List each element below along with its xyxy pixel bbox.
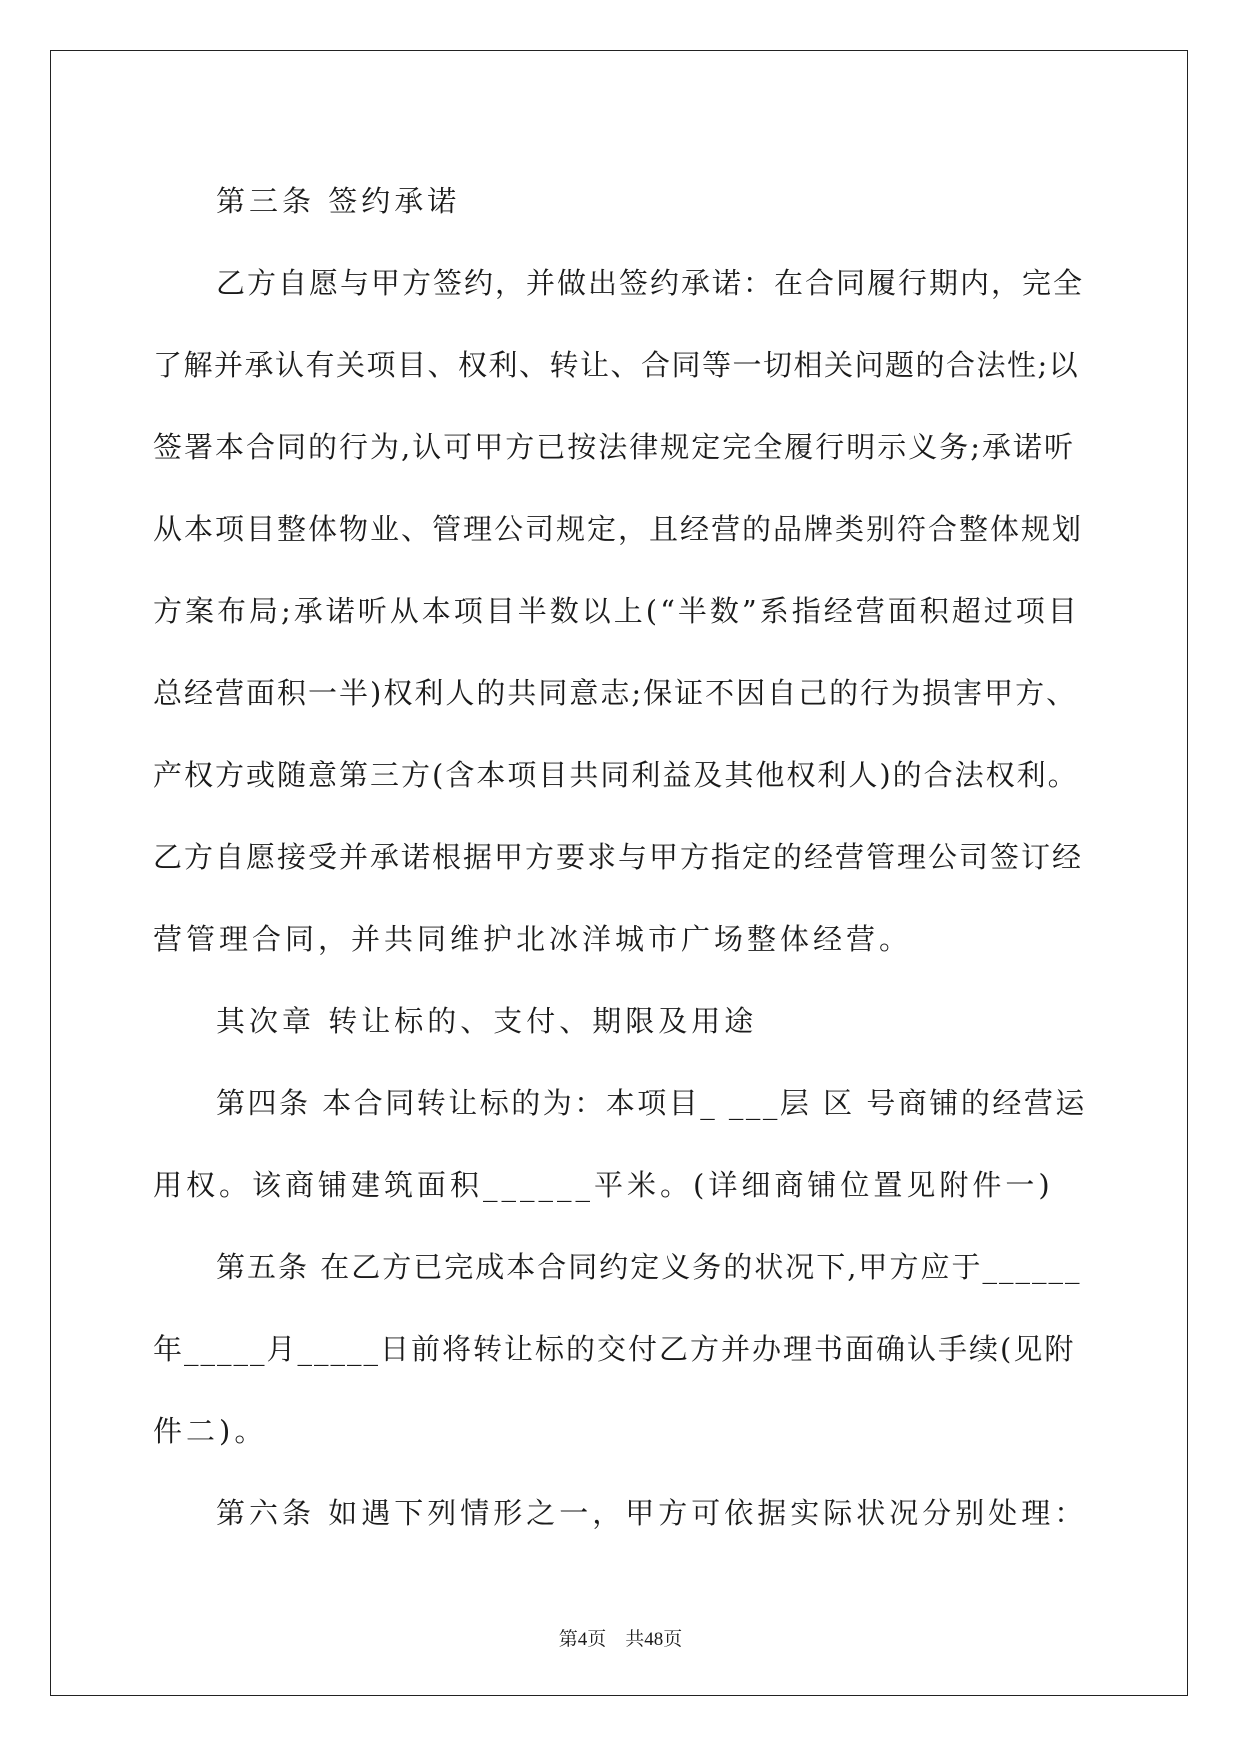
paragraph-line: 乙方自愿与甲方签约，并做出签约承诺：在合同履行期内，完全 xyxy=(216,266,1085,300)
paragraph-line: 方案布局;承诺听从本项目半数以上(“半数”系指经营面积超过项目 xyxy=(153,594,1080,628)
paragraph-line: 从本项目整体物业、管理公司规定，且经营的品牌类别符合整体规划 xyxy=(153,512,1084,546)
paragraph-line: 乙方自愿接受并承诺根据甲方要求与甲方指定的经营管理公司签订经 xyxy=(153,840,1084,874)
article-heading: 第三条 签约承诺 xyxy=(216,184,461,218)
paragraph-line: 件二)。 xyxy=(153,1414,268,1448)
paragraph-line: 第六条 如遇下列情形之一，甲方可依据实际状况分别处理： xyxy=(216,1496,1088,1530)
paragraph-line: 年_____月_____日前将转让标的交付乙方并办理书面确认手续(见附 xyxy=(153,1332,1076,1366)
paragraph-line: 总经营面积一半)权利人的共同意志;保证不因自己的行为损害甲方、 xyxy=(153,676,1078,710)
paragraph-line: 第五条 在乙方已完成本合同约定义务的状况下,甲方应于______ xyxy=(216,1250,1082,1284)
chapter-heading: 其次章 转让标的、支付、期限及用途 xyxy=(216,1004,758,1038)
paragraph-line: 签署本合同的行为,认可甲方已按法律规定完全履行明示义务;承诺听 xyxy=(153,430,1075,464)
document-body xyxy=(153,160,1088,1554)
paragraph-line: 了解并承认有关项目、权利、转让、合同等一切相关问题的合法性;以 xyxy=(153,348,1080,382)
paragraph-line: 用权。该商铺建筑面积______平米。(详细商铺位置见附件一) xyxy=(153,1168,1054,1202)
page-number-footer: 第4页 共48页 xyxy=(558,1629,683,1650)
paragraph-line: 第四条 本合同转让标的为：本项目_ ___层 区 号商铺的经营运 xyxy=(216,1086,1087,1120)
paragraph-line: 产权方或随意第三方(含本项目共同利益及其他权利人)的合法权利。 xyxy=(153,758,1079,792)
paragraph-line: 营管理合同，并共同维护北冰洋城市广场整体经营。 xyxy=(153,922,913,956)
